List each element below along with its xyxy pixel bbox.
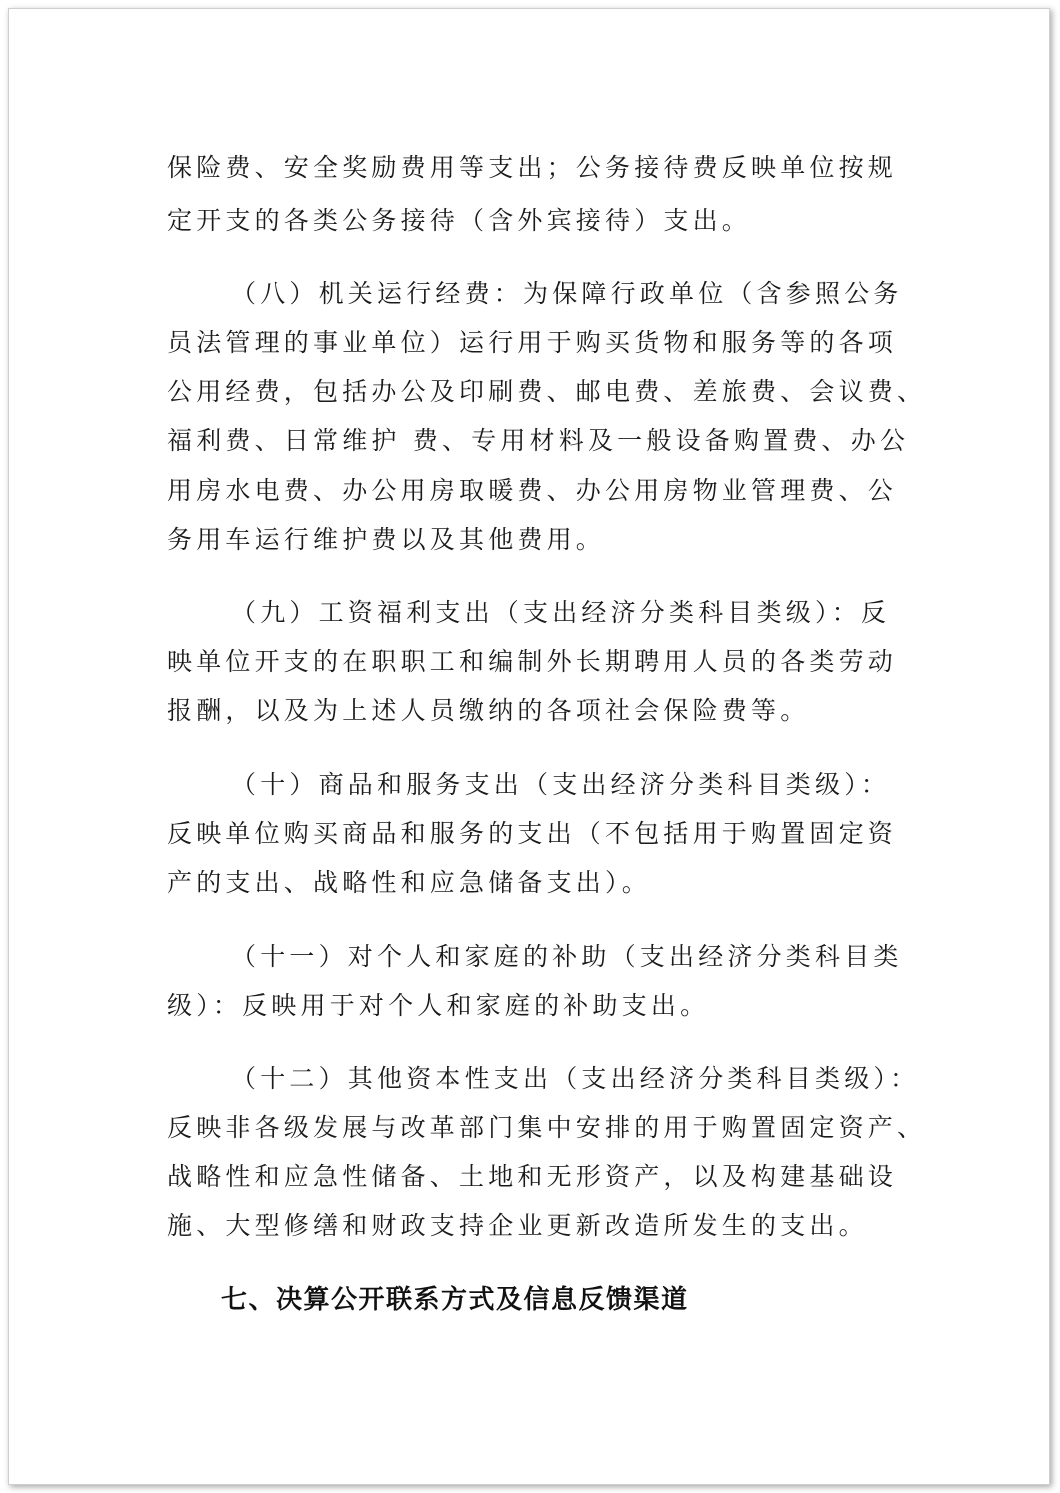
text-line: 反映单位购买商品和服务的支出（不包括用于购置固定资 (167, 819, 898, 848)
text-line: 级）：反映用于对个人和家庭的补助支出。 (167, 991, 710, 1020)
paragraph-11-line: （十一）对个人和家庭的补助（支出经济分类科目类 (231, 942, 903, 971)
text-line: 福利费、日常维护 费、专用材料及一般设备购置费、办公 (167, 426, 910, 455)
text-line: 产的支出、战略性和应急储备支出）。 (167, 868, 651, 897)
text-line: 施、大型修缮和财政支持企业更新改造所发生的支出。 (167, 1211, 868, 1240)
text-line: 员法管理的事业单位）运行用于购买货物和服务等的各项 (167, 328, 898, 357)
section-heading: 七、决算公开联系方式及信息反馈渠道 (221, 1285, 689, 1315)
paragraph-8-line: （八）机关运行经费：为保障行政单位（含参照公务 (231, 279, 903, 308)
text-line: 公用经费，包括办公及印刷费、邮电费、差旅费、会议费、 (167, 377, 927, 406)
text-line: 用房水电费、办公用房取暖费、办公用房物业管理费、公 (167, 476, 898, 505)
text-line: 战略性和应急性储备、土地和无形资产，以及构建基础设 (167, 1162, 898, 1191)
text-line: 定开支的各类公务接待（含外宾接待）支出。 (167, 206, 752, 235)
paragraph-10-line: （十）商品和服务支出（支出经济分类科目类级）： (231, 770, 891, 799)
paragraph-12-line: （十二）其他资本性支出（支出经济分类科目类级）： (231, 1064, 920, 1093)
text-line: 报酬，以及为上述人员缴纳的各项社会保险费等。 (167, 696, 810, 725)
text-line: 务用车运行维护费以及其他费用。 (167, 525, 606, 554)
document-page (8, 8, 1050, 1485)
text-line: 保险费、安全奖励费用等支出；公务接待费反映单位按规 (167, 153, 898, 182)
text-line: 映单位开支的在职职工和编制外长期聘用人员的各类劳动 (167, 647, 898, 676)
paragraph-9-line: （九）工资福利支出（支出经济分类科目类级）：反 (231, 598, 891, 627)
text-line: 反映非各级发展与改革部门集中安排的用于购置固定资产、 (167, 1113, 927, 1142)
